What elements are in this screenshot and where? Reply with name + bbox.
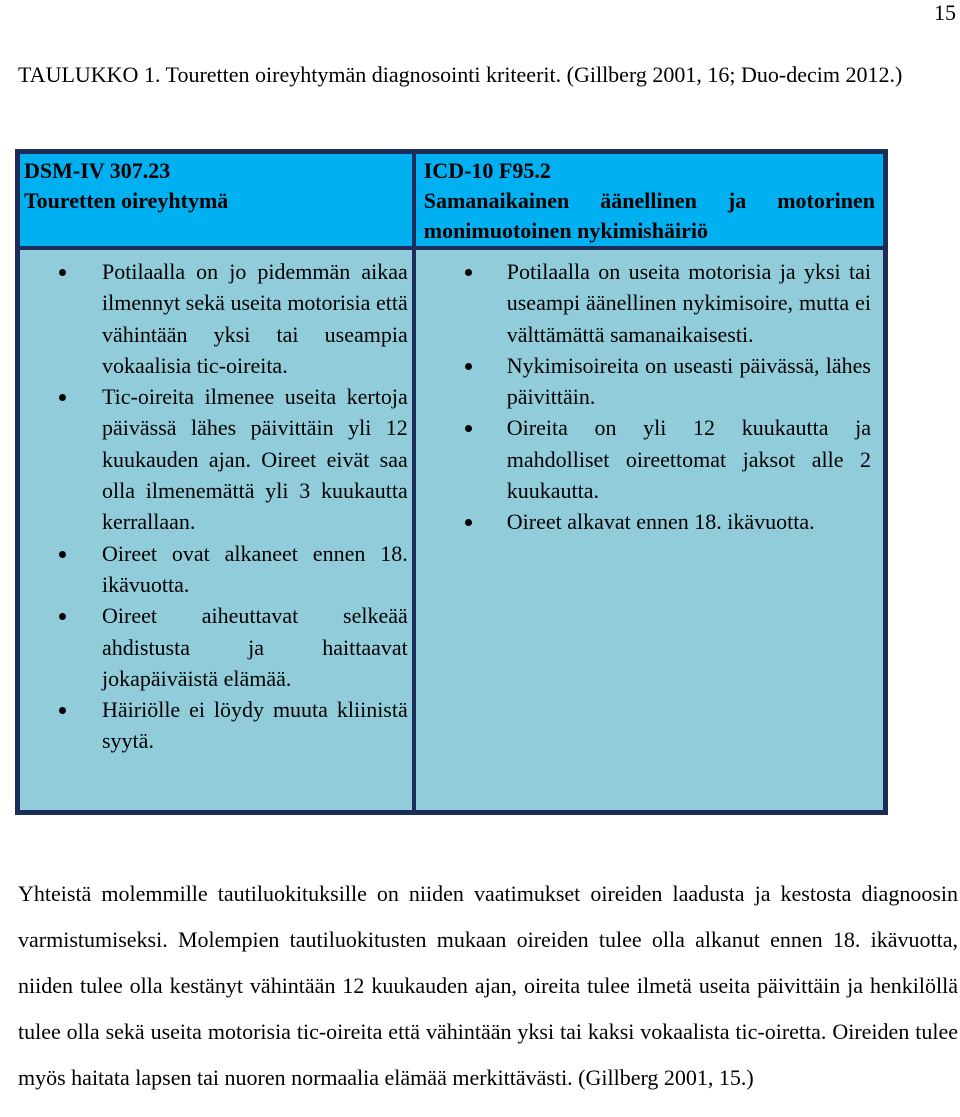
list-item: Häiriölle ei löydy muuta kliinistä syytä.: [102, 694, 408, 757]
icd-code: ICD-10 F95.2: [423, 158, 551, 183]
list-item: Nykimisoireita on useasti päivässä, lähes päivittäin.: [507, 350, 871, 413]
dsm-name: Touretten oireyhtymä: [24, 188, 229, 213]
list-item: Tic-oireita ilmenee useita kertoja päivässä lähes päivittäin yli 12 kuukauden ajan. Oireet eivät saa olla ilmenemättä yli 3 kuukautta kerrallaan.: [102, 381, 408, 537]
list-item: Potilaalla on useita motorisia ja yksi tai useampi äänellinen nykimisoire, mutta ei välttämättä samanaikaisesti.: [507, 256, 871, 350]
icd-criteria-list: [416, 250, 883, 538]
icd-name: Samanaikainen äänellinen ja motorinen monimuotoinen nykimishäiriö: [423, 188, 875, 243]
dsm-criteria-list: [20, 250, 412, 757]
page-number: 15: [934, 0, 956, 25]
icd-criteria-cell: [414, 248, 885, 812]
list-item: Oireet alkavat ennen 18. ikävuotta.: [507, 506, 871, 537]
table-caption: TAULUKKO 1. Touretten oireyhtymän diagnosointi kriteerit. (Gillberg 2001, 16; Duo-decim 2012.): [18, 62, 903, 87]
list-item: Potilaalla on jo pidemmän aikaa ilmennyt sekä useita motorisia että vähintään yksi tai useampia vokaalisia tic-oireita.: [102, 256, 408, 381]
icd-header: [414, 152, 885, 248]
summary-paragraph: Yhteistä molemmille tautiluokituksille on niiden vaatimukset oireiden laadusta ja kestosta diagnoosin varmistumiseksi. Molempien tautiluokitusten mukaan oireiden tulee olla alkanut ennen 18. ikävuotta, niiden tulee olla kestänyt vähintään 12 kuukauden ajan, oireita tulee ilmetä useita päivittäin ja henkilöllä tulee olla sekä useita motorisia tic-oireita että vähintään yksi tai kaksi vokaalista tic-oiretta. Oireiden tulee myös haitata lapsen tai nuoren normaalia elämää merkittävästi. (Gillberg 2001, 15.): [18, 881, 958, 1090]
dsm-header: [18, 152, 414, 248]
list-item: Oireita on yli 12 kuukautta ja mahdolliset oireettomat jaksot alle 2 kuukautta.: [507, 412, 871, 506]
list-item: Oireet aiheuttavat selkeää ahdistusta ja haittaavat jokapäiväistä elämää.: [102, 600, 408, 694]
dsm-code: DSM-IV 307.23: [24, 158, 171, 183]
list-item: Oireet ovat alkaneet ennen 18. ikävuotta.: [102, 538, 408, 601]
criteria-table: [15, 149, 888, 815]
dsm-criteria-cell: [18, 248, 414, 812]
